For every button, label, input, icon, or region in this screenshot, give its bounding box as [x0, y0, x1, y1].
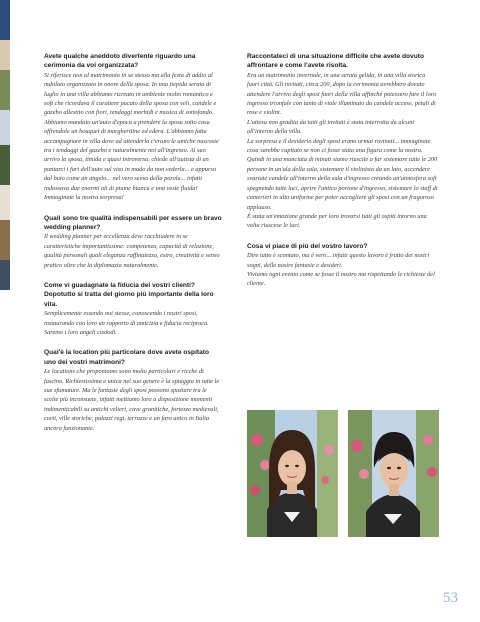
answer-text — [247, 71, 439, 231]
edge-photo-strip-image — [0, 0, 10, 290]
question-heading: Come vi guadagnate la fiducia dei vostri clienti? Dopotutto si tratta del giorno più importante della loro vita. — [44, 281, 214, 308]
qa-anecdote — [44, 52, 222, 203]
answer-text — [247, 251, 439, 289]
answer-paragraph: È stata un'emozione grande per loro trovarsi tutti gli ospiti intorno una volta riuscese le luci. — [247, 212, 427, 230]
question-heading: Quali sono tre qualità indispensabili per essere un bravo wedding planner? — [44, 214, 222, 231]
answer-paragraph: Viviamo ogni evento come se fosse il nostro ma rispettando le richieste del cliente. — [247, 270, 435, 288]
answer-paragraph: Dire tutto è scontato, ma è vero... infatti questo lavoro è frutto dei nostri sogni, delle nostre fantasie e desideri. — [247, 252, 430, 269]
portrait-photos — [247, 410, 439, 537]
edge-photo-strip — [0, 0, 10, 290]
qa-trust — [44, 281, 222, 337]
portrait-photo-2 — [348, 410, 439, 537]
question-heading: Avete qualche aneddoto divertente riguardo una cerimonia da voi organizzata? — [44, 53, 196, 70]
question-heading: Raccontateci di una situazione difficile che avete dovuto affrontare e come l'avete risolta. — [247, 53, 424, 70]
answer-text: Le locations che proponiamo sono molto particolari e ricche di fascino. Richiestissima e unica nel suo genere è la spiaggia in tutte le sue sfumature. Ma le fantasie degli sposi possono spaziare tra le scelte più inconsuete, infatti mettiamo loro a disposizione momenti indimenticabili su antichi velieri, cave granitiche, fortezze medievali, corti, ville storiche, palazzi regi, terrazze e un faro unico in Italia ancora funzionante. — [44, 368, 220, 432]
answer-text: Il wedding planner per eccellenza deve racchiudere in se caratteristiche importantissime: competenza, capacità di relazione, qualità personali quali eleganza raffinatezza, estro, creatività e senso pratico oltre che la diplomazia naturalmente. — [44, 233, 220, 269]
portrait-woman-2-image — [348, 410, 439, 537]
portrait-woman-1-image — [247, 410, 338, 537]
page-number: 53 — [443, 590, 458, 606]
answer-text: Si riferisce non al matrimonio in se stesso ma alla festa di addio al nubilato organizzato in onore della sposa. In una tiepida serata di luglio in una villa abbiamo ricreato in ambiente molto romantico e soft che ricordava il carattere pacato della sposa con veli, candele e gazebo allestito con fiori, tendaggi morbidi e musica di sottofondo. Abbiamo mandato un'auto d'epoca a prendere la sposa sotto casa offrendole un bouquet di margheritine ed edera. L'abbiamo fatta accompagnare in villa dove ad attenderla c'erano le amiche nascoste tra i tendaggi del gazebo e naturalmente noi all'ingresso. Al suo arrivo la sposa, timida e quasi introversa, chiede all'autista di un puntarci i fari dell'auto sul viso in modo da non vederla... e appurso dal buio come un angelo... nel vero senso della parola... infatti indossava due enormi ali di piume bianca e una veste fluida! Immaginate la nostra sorpresa! — [44, 71, 219, 202]
left-text-column — [44, 52, 222, 444]
qa-location — [44, 348, 222, 433]
answer-paragraph: Era un matrimonio invernale, in una serata gelida, in una villa storica fuori città. Gli invitati, circa 200, dopo la cerimonia avrebbero dovuto attendere l'arrivo degli sposi fuori della villa affinché potessero fare il loro ingresso trionfale con tanto di viale illuminato da candele accese, petali di rose e violini. — [247, 71, 437, 117]
question-heading: Cosa vi piace di più del vostro lavoro? — [247, 242, 368, 250]
answer-paragraph: La sorpresa e il desiderio degli sposi erano ormai rovinati... immaginate cosa sarebbe capitato se non ci fosse stata una figura come la nostra. Quindi in una manciata di minuti siamo riuscite a far sistemare tutte le 200 persone in un'ala della sala, sistemare il violinista da un lato, accendere svariate candele all'interno della sala d'ingresso creando un'atmosfera soft spegnendo tutte luci, aprire l'antico portone d'ingresso, sistemare lo staff di camerieri in alta uniforme per poter accogliere gli sposi con un fragoroso applauso. — [247, 137, 438, 211]
answer-paragraph: L'attesa non gradita da tutti gli invitati è stata interrotta da alcuni all'interno della villa. — [247, 118, 415, 136]
qa-difficult-situation — [247, 52, 439, 231]
question-heading: Qual'è la location più particolare dove avete ospitato uno dei vostri matrimoni? — [44, 349, 209, 366]
qa-qualities — [44, 214, 222, 270]
answer-text: Semplicemente essendo noi stesse, conoscendo i nostri sposi, instaurando con loro un rapporto di amicizia e fiducia reciproca. Saremo i loro angeli custodi. — [44, 310, 209, 336]
qa-favorite-part — [247, 242, 439, 289]
portrait-photo-1 — [247, 410, 338, 537]
right-text-column — [247, 52, 439, 300]
